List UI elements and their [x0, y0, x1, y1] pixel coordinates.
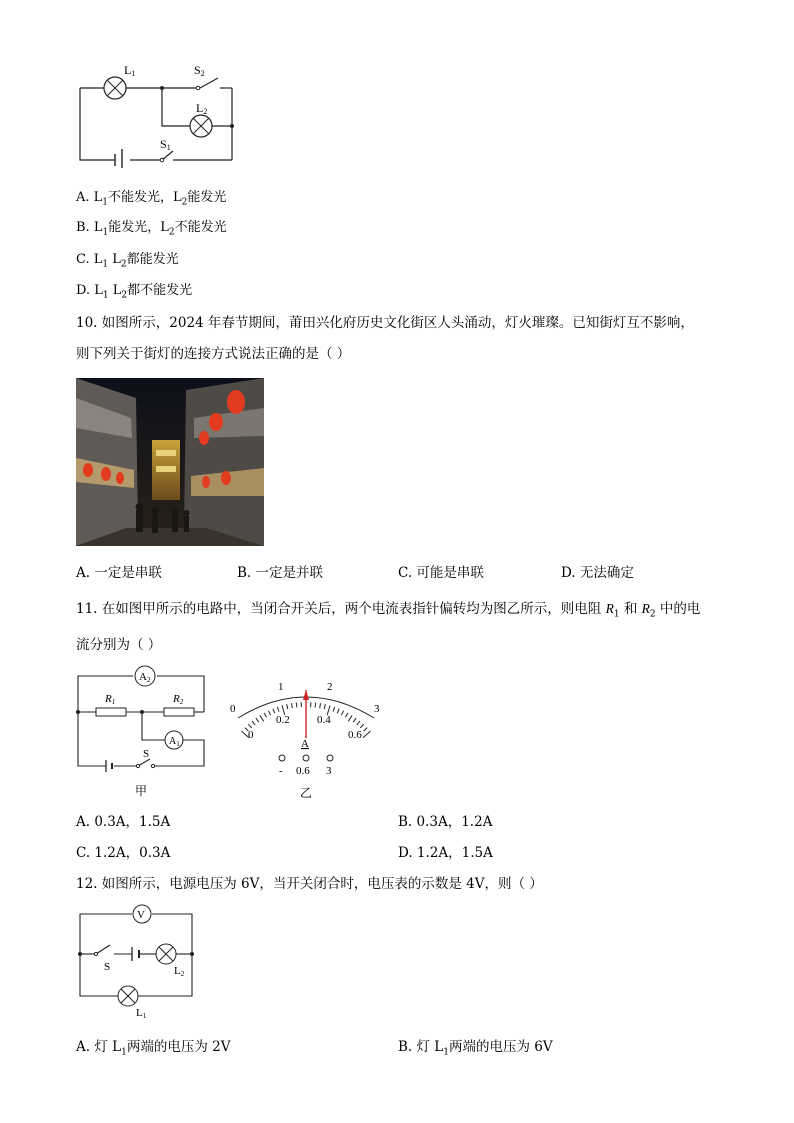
q10-stem-line2: 则下列关于街灯的连接方式说法正确的是（ ）	[76, 346, 351, 362]
q11-stem-line1: 11. 在如图甲所示的电路中，当闭合开关后，两个电流表指针偏转均为图乙所示，则电阻 $R_1$ 和 $R_2$ 中的电	[76, 601, 701, 620]
svg-text:L2: L2	[196, 101, 208, 116]
svg-text:3: 3	[374, 703, 380, 715]
q10-option-c[interactable]: C. 可能是串联	[398, 565, 484, 581]
dial-tick	[357, 721, 360, 725]
q9-option-b[interactable]: B. $L_1$能发光，$L_2$不能发光	[76, 220, 227, 238]
lamp-l2-icon	[156, 944, 176, 964]
q11-option-d[interactable]: D. 1.2A，1.5A	[398, 845, 493, 861]
resistor-r2	[164, 708, 194, 716]
svg-text:S2: S2	[194, 63, 205, 78]
svg-text:S: S	[143, 748, 150, 760]
label-l1: L	[124, 63, 132, 77]
dial-tick	[264, 713, 266, 717]
dial-tick	[364, 728, 368, 732]
svg-text:S: S	[104, 961, 111, 973]
q12-circuit-diagram	[74, 900, 202, 1020]
lamp-l1-icon	[118, 986, 138, 1006]
dial-tick	[260, 715, 264, 721]
resistor-r1	[96, 708, 126, 716]
dial-tick	[348, 715, 352, 721]
svg-text:A2: A2	[139, 671, 151, 684]
svg-text:0.6: 0.6	[348, 729, 362, 741]
svg-text:L1: L1	[124, 63, 136, 78]
svg-text:L1: L1	[136, 1007, 147, 1020]
dial-tick	[287, 704, 288, 709]
q9-option-d[interactable]: D. $L_1$ $L_2$都不能发光	[76, 283, 193, 301]
svg-text:L2: L2	[174, 965, 185, 978]
svg-text:V: V	[137, 909, 145, 921]
svg-text:2: 2	[327, 681, 333, 693]
switch-pivot-dot	[160, 158, 164, 162]
svg-text:S1: S1	[160, 137, 171, 152]
street-lanterns-photo	[76, 378, 264, 546]
lamp-l1-icon	[104, 77, 126, 99]
svg-text:A1: $A_1$	[169, 736, 180, 748]
svg-text:3: 3	[326, 765, 332, 777]
lamp-l2-icon	[190, 115, 212, 137]
junction-dot	[160, 86, 164, 90]
dial-tick	[296, 703, 297, 708]
caption-yi: 乙	[300, 786, 313, 800]
q12-stem: 12. 如图所示，电源电压为 6V，当开关闭合时，电压表的示数是 4V，则（ ）	[76, 876, 543, 892]
svg-text:R2: R2	[173, 693, 184, 706]
dial-tick	[248, 724, 251, 728]
dial-tick	[252, 721, 255, 725]
q9-option-c[interactable]: C. $L_1$ $L_2$都能发光	[76, 252, 179, 270]
svg-text:-: -	[279, 765, 283, 777]
svg-text:0.6: 0.6	[296, 765, 310, 777]
dial-tick	[333, 707, 335, 712]
svg-text:0.4: 0.4	[317, 714, 331, 726]
junction-dot	[230, 124, 234, 128]
dial-tick	[256, 718, 259, 722]
caption-jia: 甲	[135, 784, 148, 798]
dial-tick	[363, 731, 371, 738]
svg-text:R1: R1	[105, 693, 116, 706]
dial-tick	[292, 703, 293, 708]
q9-circuit-diagram	[70, 58, 250, 168]
q11-option-b[interactable]: B. 0.3A，1.2A	[398, 814, 493, 830]
q11-option-c[interactable]: C. 1.2A，0.3A	[76, 845, 171, 861]
svg-text:0: 0	[248, 729, 254, 741]
q12-option-a[interactable]: A. 灯 $L_1$两端的电压为 2V	[76, 1039, 231, 1058]
dial-tick	[360, 724, 363, 728]
dial-tick	[346, 713, 348, 717]
q11-ammeter-dial-yi	[226, 676, 388, 802]
dial-tick	[277, 707, 279, 712]
q11-stem-line2: 流分别为（ ）	[76, 637, 162, 653]
q9-option-a[interactable]: A. $L_1$不能发光，$L_2$能发光	[76, 190, 227, 208]
q11-option-a[interactable]: A. 0.3A，1.5A	[76, 814, 171, 830]
dial-tick	[268, 711, 270, 715]
q12-option-b[interactable]: B. 灯 $L_1$两端的电压为 6V	[398, 1039, 553, 1058]
dial-tick	[353, 718, 356, 722]
svg-text:0: 0	[230, 703, 236, 715]
dial-tick	[320, 703, 321, 708]
svg-text:0.2: 0.2	[276, 714, 290, 726]
q11-circuit-jia	[70, 664, 218, 800]
switch-pivot-dot	[196, 86, 200, 90]
svg-text:1: 1	[278, 681, 284, 693]
label-s1: S	[160, 137, 167, 151]
dial-tick	[341, 711, 343, 715]
dial-tick	[324, 704, 325, 709]
label-l2: L	[196, 101, 204, 115]
terminal-icon	[327, 755, 333, 761]
q10-option-a[interactable]: A. 一定是串联	[76, 565, 162, 581]
dial-tick	[337, 709, 339, 714]
q10-option-d[interactable]: D. 无法确定	[561, 565, 634, 581]
dial-tick	[273, 709, 275, 714]
terminal-icon	[279, 755, 285, 761]
svg-text:A: A	[301, 738, 309, 750]
label-s2: S	[194, 63, 201, 77]
terminal-icon	[303, 755, 309, 761]
dial-tick	[315, 703, 316, 708]
q10-option-b[interactable]: B. 一定是并联	[237, 565, 324, 581]
q10-stem-line1: 10. 如图所示，2024 年春节期间，莆田兴化府历史文化街区人头涌动，灯火璀璨。已知街灯互不影响，	[76, 315, 694, 331]
